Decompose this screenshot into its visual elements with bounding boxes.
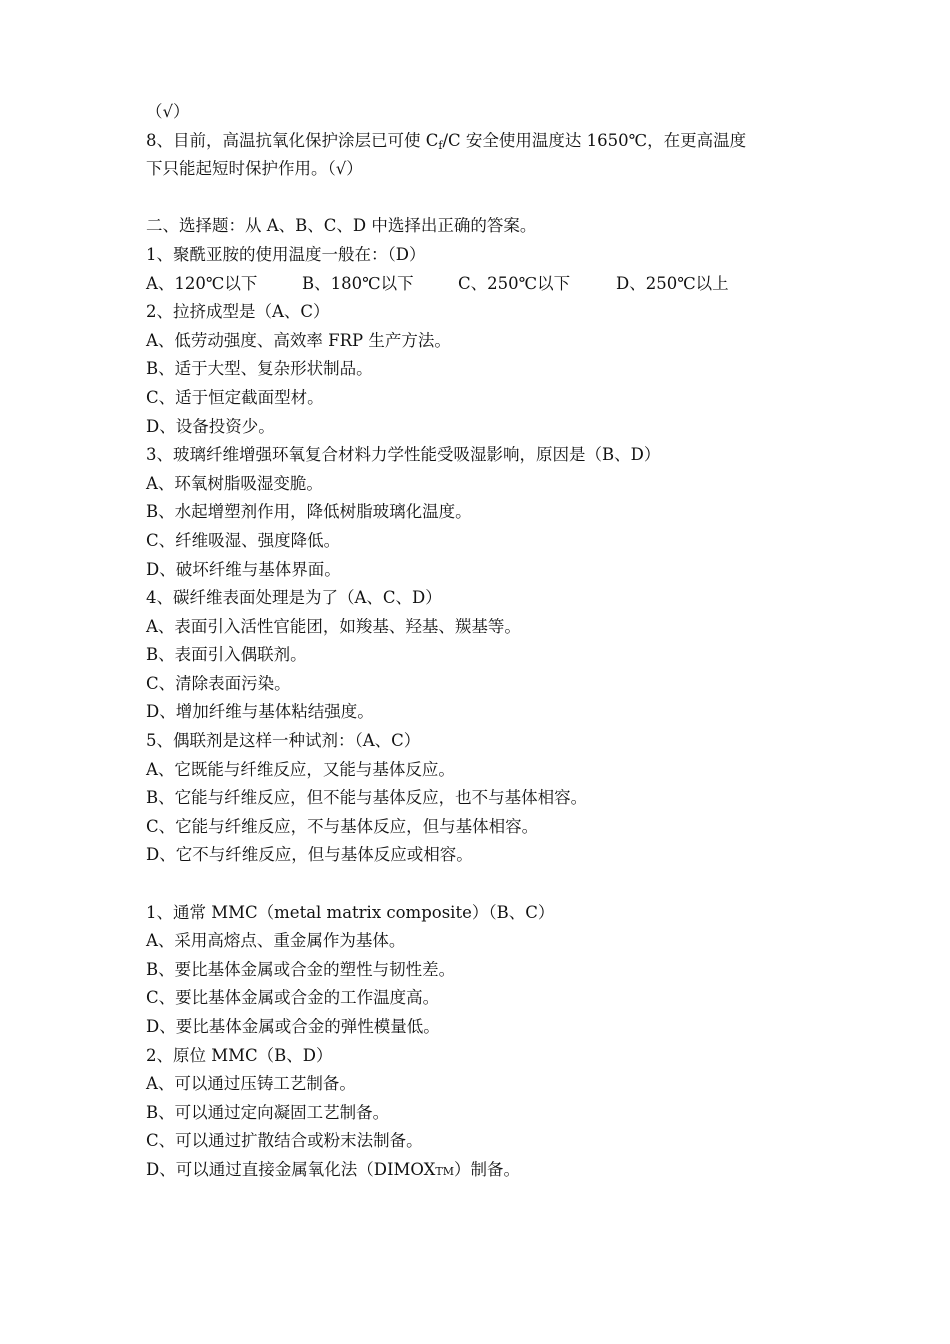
option-d: D、要比基体金属或合金的弹性模量低。 xyxy=(146,1017,440,1036)
option-d-text-after: ）制备。 xyxy=(453,1159,520,1179)
mmc-question-1-stem: 1、通常 MMC（metal matrix composite）（B、C） xyxy=(146,902,555,922)
option-a: A、环氧树脂吸湿变脆。 xyxy=(146,473,323,493)
option-a: A、可以通过压铸工艺制备。 xyxy=(146,1074,356,1094)
option-a: A、表面引入活性官能团，如羧基、羟基、羰基等。 xyxy=(146,616,521,636)
tf-q8-subscript: f xyxy=(438,138,443,152)
tf-question-8 xyxy=(146,127,826,156)
option-c: C、适于恒定截面型材。 xyxy=(146,387,324,407)
question-2-stem: 2、拉挤成型是（A、C） xyxy=(146,302,330,322)
tf-q8-text-before: 8、目前，高温抗氧化保护涂层已可使 C xyxy=(146,130,439,150)
option-b: B、表面引入偶联剂。 xyxy=(146,645,307,665)
option-b: B、可以通过定向凝固工艺制备。 xyxy=(146,1102,390,1122)
option-a: A、它既能与纤维反应，又能与基体反应。 xyxy=(146,759,455,779)
option-d: D、设备投资少。 xyxy=(146,416,275,436)
option-b: B、水起增塑剂作用，降低树脂玻璃化温度。 xyxy=(146,502,472,522)
option-c: C、清除表面污染。 xyxy=(146,673,291,693)
option-b: B、适于大型、复杂形状制品。 xyxy=(146,359,373,379)
option-c: C、250℃以下 xyxy=(458,273,571,293)
tf-q8-text-after: /C 安全使用温度达 1650℃，在更高温度 xyxy=(442,130,747,150)
prev-answer-tail: （√） xyxy=(146,102,190,121)
option-d-text-before: D、可以通过直接金属氧化法（DIMOX xyxy=(146,1159,436,1179)
tf-question-8-continued: 下只能起短时保护作用。（√） xyxy=(146,159,363,179)
question-1-options xyxy=(146,270,826,299)
spacer xyxy=(146,870,826,899)
mmc-question-2-stem: 2、原位 MMC（B、D） xyxy=(146,1045,333,1065)
question-1-stem: 1、聚酰亚胺的使用温度一般在：（D） xyxy=(146,244,426,264)
option-a: A、采用高熔点、重金属作为基体。 xyxy=(146,931,406,951)
option-c: C、它能与纤维反应，不与基体反应，但与基体相容。 xyxy=(146,816,539,836)
trademark-mark: TM xyxy=(435,1164,454,1178)
option-d: D、它不与纤维反应，但与基体反应或相容。 xyxy=(146,845,473,865)
question-3-stem: 3、玻璃纤维增强环氧复合材料力学性能受吸湿影响，原因是（B、D） xyxy=(146,445,661,465)
option-d xyxy=(146,1156,826,1185)
option-b: B、要比基体金属或合金的塑性与韧性差。 xyxy=(146,959,456,979)
option-a: A、120℃以下 xyxy=(146,273,258,293)
question-5-stem: 5、偶联剂是这样一种试剂：（A、C） xyxy=(146,731,421,751)
document-body xyxy=(146,98,826,1185)
option-c: C、可以通过扩散结合或粉末法制备。 xyxy=(146,1131,423,1151)
spacer xyxy=(146,184,826,213)
option-a: A、低劳动强度、高效率 FRP 生产方法。 xyxy=(146,330,451,350)
option-d: D、增加纤维与基体粘结强度。 xyxy=(146,702,374,722)
option-c: C、要比基体金属或合金的工作温度高。 xyxy=(146,988,440,1008)
option-b: B、它能与纤维反应，但不能与基体反应，也不与基体相容。 xyxy=(146,788,588,808)
question-4-stem: 4、碳纤维表面处理是为了（A、C、D） xyxy=(146,588,442,608)
option-d: D、250℃以上 xyxy=(616,273,729,293)
option-d: D、破坏纤维与基体界面。 xyxy=(146,559,341,579)
option-b: B、180℃以下 xyxy=(302,273,414,293)
section-heading-multiple-choice: 二、选择题：从 A、B、C、D 中选择出正确的答案。 xyxy=(146,216,537,236)
option-c: C、纤维吸湿、强度降低。 xyxy=(146,530,341,550)
